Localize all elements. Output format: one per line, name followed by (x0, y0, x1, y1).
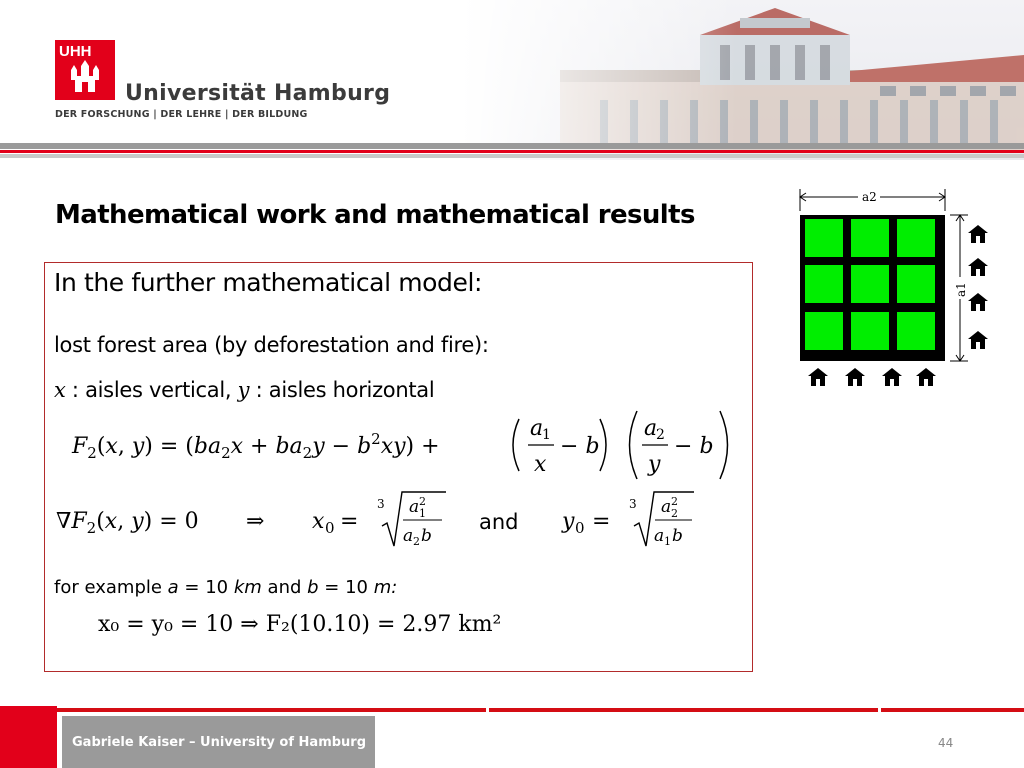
formula-gradient (54, 488, 704, 558)
house-icon (968, 258, 988, 276)
svg-text:=: = (592, 509, 611, 534)
svg-text:a: a (530, 416, 544, 441)
forest-plots (805, 219, 935, 350)
svg-text:a: a (661, 497, 672, 517)
example-mid: and (261, 577, 308, 598)
svg-text:− b: − b (674, 434, 714, 459)
svg-text:0: 0 (325, 519, 335, 537)
svg-text:2: 2 (413, 535, 420, 548)
svg-text:b: b (672, 526, 683, 546)
svg-text:=: = (340, 509, 359, 534)
svg-text:F2(x, y) = (ba2x + ba2y − b2xy: $F_2(x$, $y) = (ba_2x + ba_2y - b^2xy)$ + (72, 430, 440, 462)
house-icon (916, 368, 936, 386)
svg-text:a: a (403, 526, 414, 546)
university-tagline: DER FORSCHUNG | DER LEHRE | DER BILDUNG (55, 109, 308, 120)
svg-text:1: 1 (542, 427, 551, 443)
and-word: and (479, 510, 519, 534)
aisles-horizontal-text: : aisles horizontal (249, 378, 435, 402)
svg-text:∇F2(x, y) = 0: $\nabla F_2(x$, y) = 0 (56, 509, 199, 537)
svg-text:1: 1 (419, 507, 426, 520)
house-icon (845, 368, 865, 386)
svg-text:a: a (654, 526, 665, 546)
svg-text:⇒: ⇒ (246, 509, 265, 534)
label-a1: a1 (954, 282, 968, 297)
svg-text:− b: − b (560, 434, 600, 459)
example-prefix: for example (54, 577, 168, 598)
svg-text:y: y (562, 509, 575, 534)
example-text (54, 577, 397, 598)
svg-text:b: b (421, 526, 432, 546)
var-x: x (54, 378, 66, 402)
header-banner (0, 0, 1024, 160)
example-a-unit: km (233, 577, 262, 598)
example-a: a (167, 577, 179, 598)
svg-text:2: 2 (419, 495, 426, 508)
result-formula: x₀ = y₀ = 10 ⇒ F₂(10.10) = 2.97 km² (98, 612, 502, 637)
footer-author: Gabriele Kaiser – University of Hamburg (72, 735, 367, 750)
svg-text:x: x (312, 509, 325, 534)
svg-text:x: x (534, 452, 547, 477)
slide-title: Mathematical work and mathematical results (55, 200, 695, 230)
example-b: b (307, 577, 319, 598)
university-logo[interactable] (55, 40, 115, 100)
svg-text:a: a (644, 416, 658, 441)
label-a2: a2 (862, 190, 877, 204)
svg-text:1: 1 (664, 535, 671, 548)
example-b-value: = 10 (318, 577, 374, 598)
svg-text:y: y (648, 452, 661, 477)
castle-icon (55, 40, 115, 100)
house-icon (968, 225, 988, 243)
example-a-value: = 10 (178, 577, 234, 598)
page-number: 44 (938, 736, 954, 750)
var-y: y (237, 378, 250, 402)
formula-f2 (70, 405, 740, 485)
forest-grid-diagram (790, 185, 1010, 395)
svg-text:a: a (409, 497, 420, 517)
example-b-unit: m: (373, 577, 398, 598)
svg-text:2: 2 (671, 507, 678, 520)
lost-area-text: lost forest area (by deforestation and fire): (54, 333, 489, 357)
svg-text:0: 0 (575, 519, 585, 537)
intro-text: In the further mathematical model: (54, 268, 483, 297)
svg-text:2: 2 (656, 427, 665, 443)
house-icon (968, 331, 988, 349)
aisles-vertical-text: : aisles vertical, (65, 378, 238, 402)
university-name: Universität Hamburg (125, 81, 391, 106)
aisles-definition (54, 378, 434, 402)
svg-text:3: 3 (377, 497, 385, 511)
svg-text:3: 3 (629, 497, 637, 511)
slide-header (0, 0, 1024, 160)
house-icon (808, 368, 828, 386)
house-icon (968, 293, 988, 311)
house-icon (882, 368, 902, 386)
logo-mark: UHH (59, 43, 92, 60)
svg-text:2: 2 (671, 495, 678, 508)
